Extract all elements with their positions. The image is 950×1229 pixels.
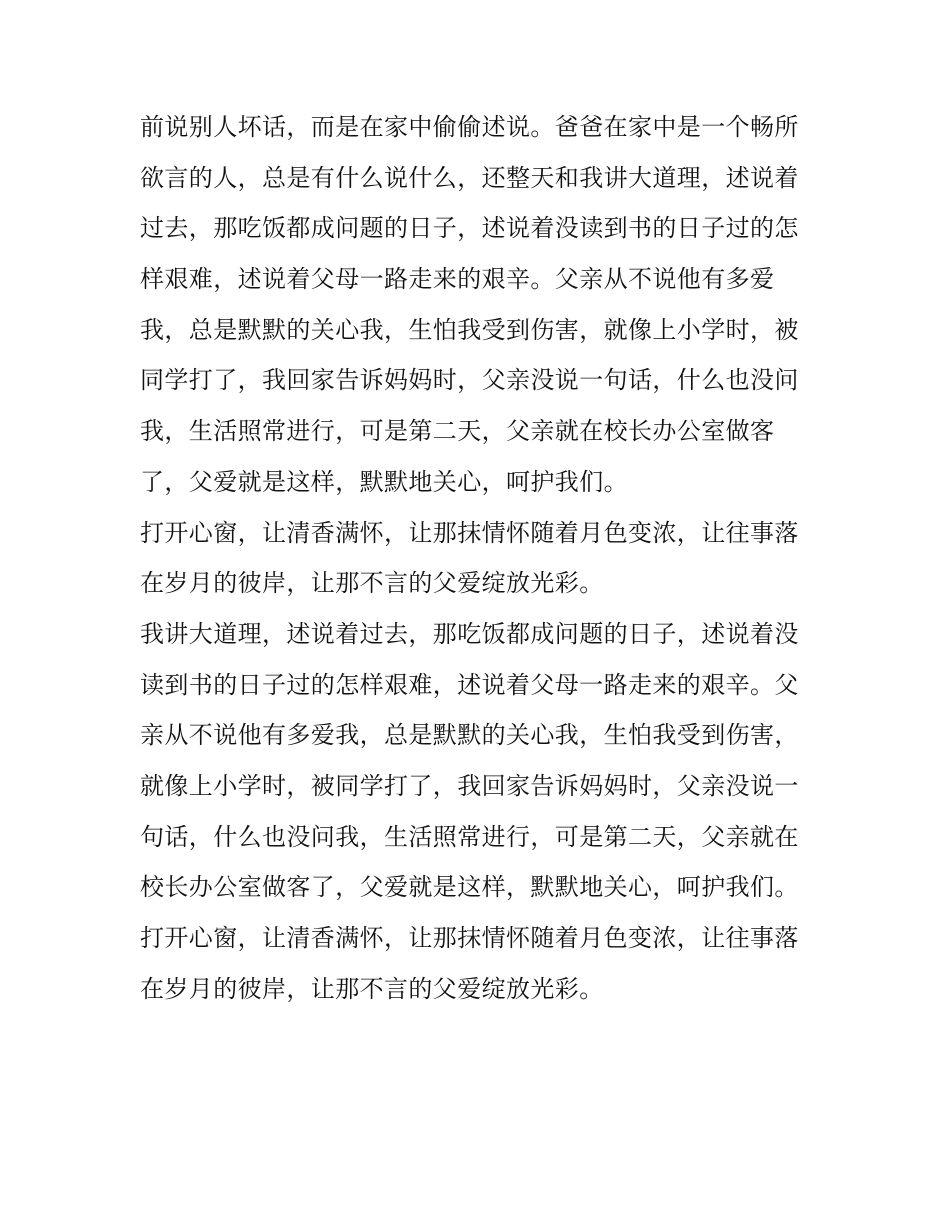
- paragraph-4: [140, 913, 812, 1014]
- text-line: 样艰难，述说着父母一路走来的艰辛。父亲从不说他有多爱: [140, 265, 775, 294]
- text-line: 欲言的人，总是有什么说什么，还整天和我讲大道理，述说着: [140, 163, 799, 192]
- text-line: 校长办公室做客了，父爱就是这样，默默地关心，呵护我们。: [140, 873, 799, 902]
- text-line: 了，父爱就是这样，默默地关心，呵护我们。: [140, 467, 628, 496]
- text-line: 前说别人坏话，而是在家中偷偷述说。爸爸在家中是一个畅所: [140, 113, 799, 141]
- paragraph-1: [140, 102, 812, 508]
- text-line: 打开心窗，让清香满怀，让那抹情怀随着月色变浓，让往事落: [140, 924, 799, 952]
- paragraph-2: [140, 508, 812, 609]
- text-line: 打开心窗，让清香满怀，让那抹情怀随着月色变浓，让往事落: [140, 518, 799, 547]
- document-body: [140, 102, 812, 1014]
- text-line: 亲从不说他有多爱我，总是默默的关心我，生怕我受到伤害，: [140, 721, 799, 750]
- text-line: 就像上小学时，被同学打了，我回家告诉妈妈时，父亲没说一: [140, 771, 799, 800]
- paragraph-3: [140, 609, 812, 913]
- text-line: 我，生活照常进行，可是第二天，父亲就在校长办公室做客: [140, 417, 775, 446]
- text-line: 在岁月的彼岸，让那不言的父爱绽放光彩。: [140, 974, 604, 1003]
- text-line: 在岁月的彼岸，让那不言的父爱绽放光彩。: [140, 569, 604, 598]
- text-line: 同学打了，我回家告诉妈妈时，父亲没说一句话，什么也没问: [140, 366, 799, 395]
- text-line: 读到书的日子过的怎样艰难，述说着父母一路走来的艰辛。父: [140, 670, 799, 699]
- text-line: 我，总是默默的关心我，生怕我受到伤害，就像上小学时，被: [140, 315, 799, 344]
- text-line: 句话，什么也没问我，生活照常进行，可是第二天，父亲就在: [140, 822, 799, 851]
- text-line: 我讲大道理，述说着过去，那吃饭都成问题的日子，述说着没: [140, 619, 799, 648]
- text-line: 过去，那吃饭都成问题的日子，述说着没读到书的日子过的怎: [140, 214, 799, 243]
